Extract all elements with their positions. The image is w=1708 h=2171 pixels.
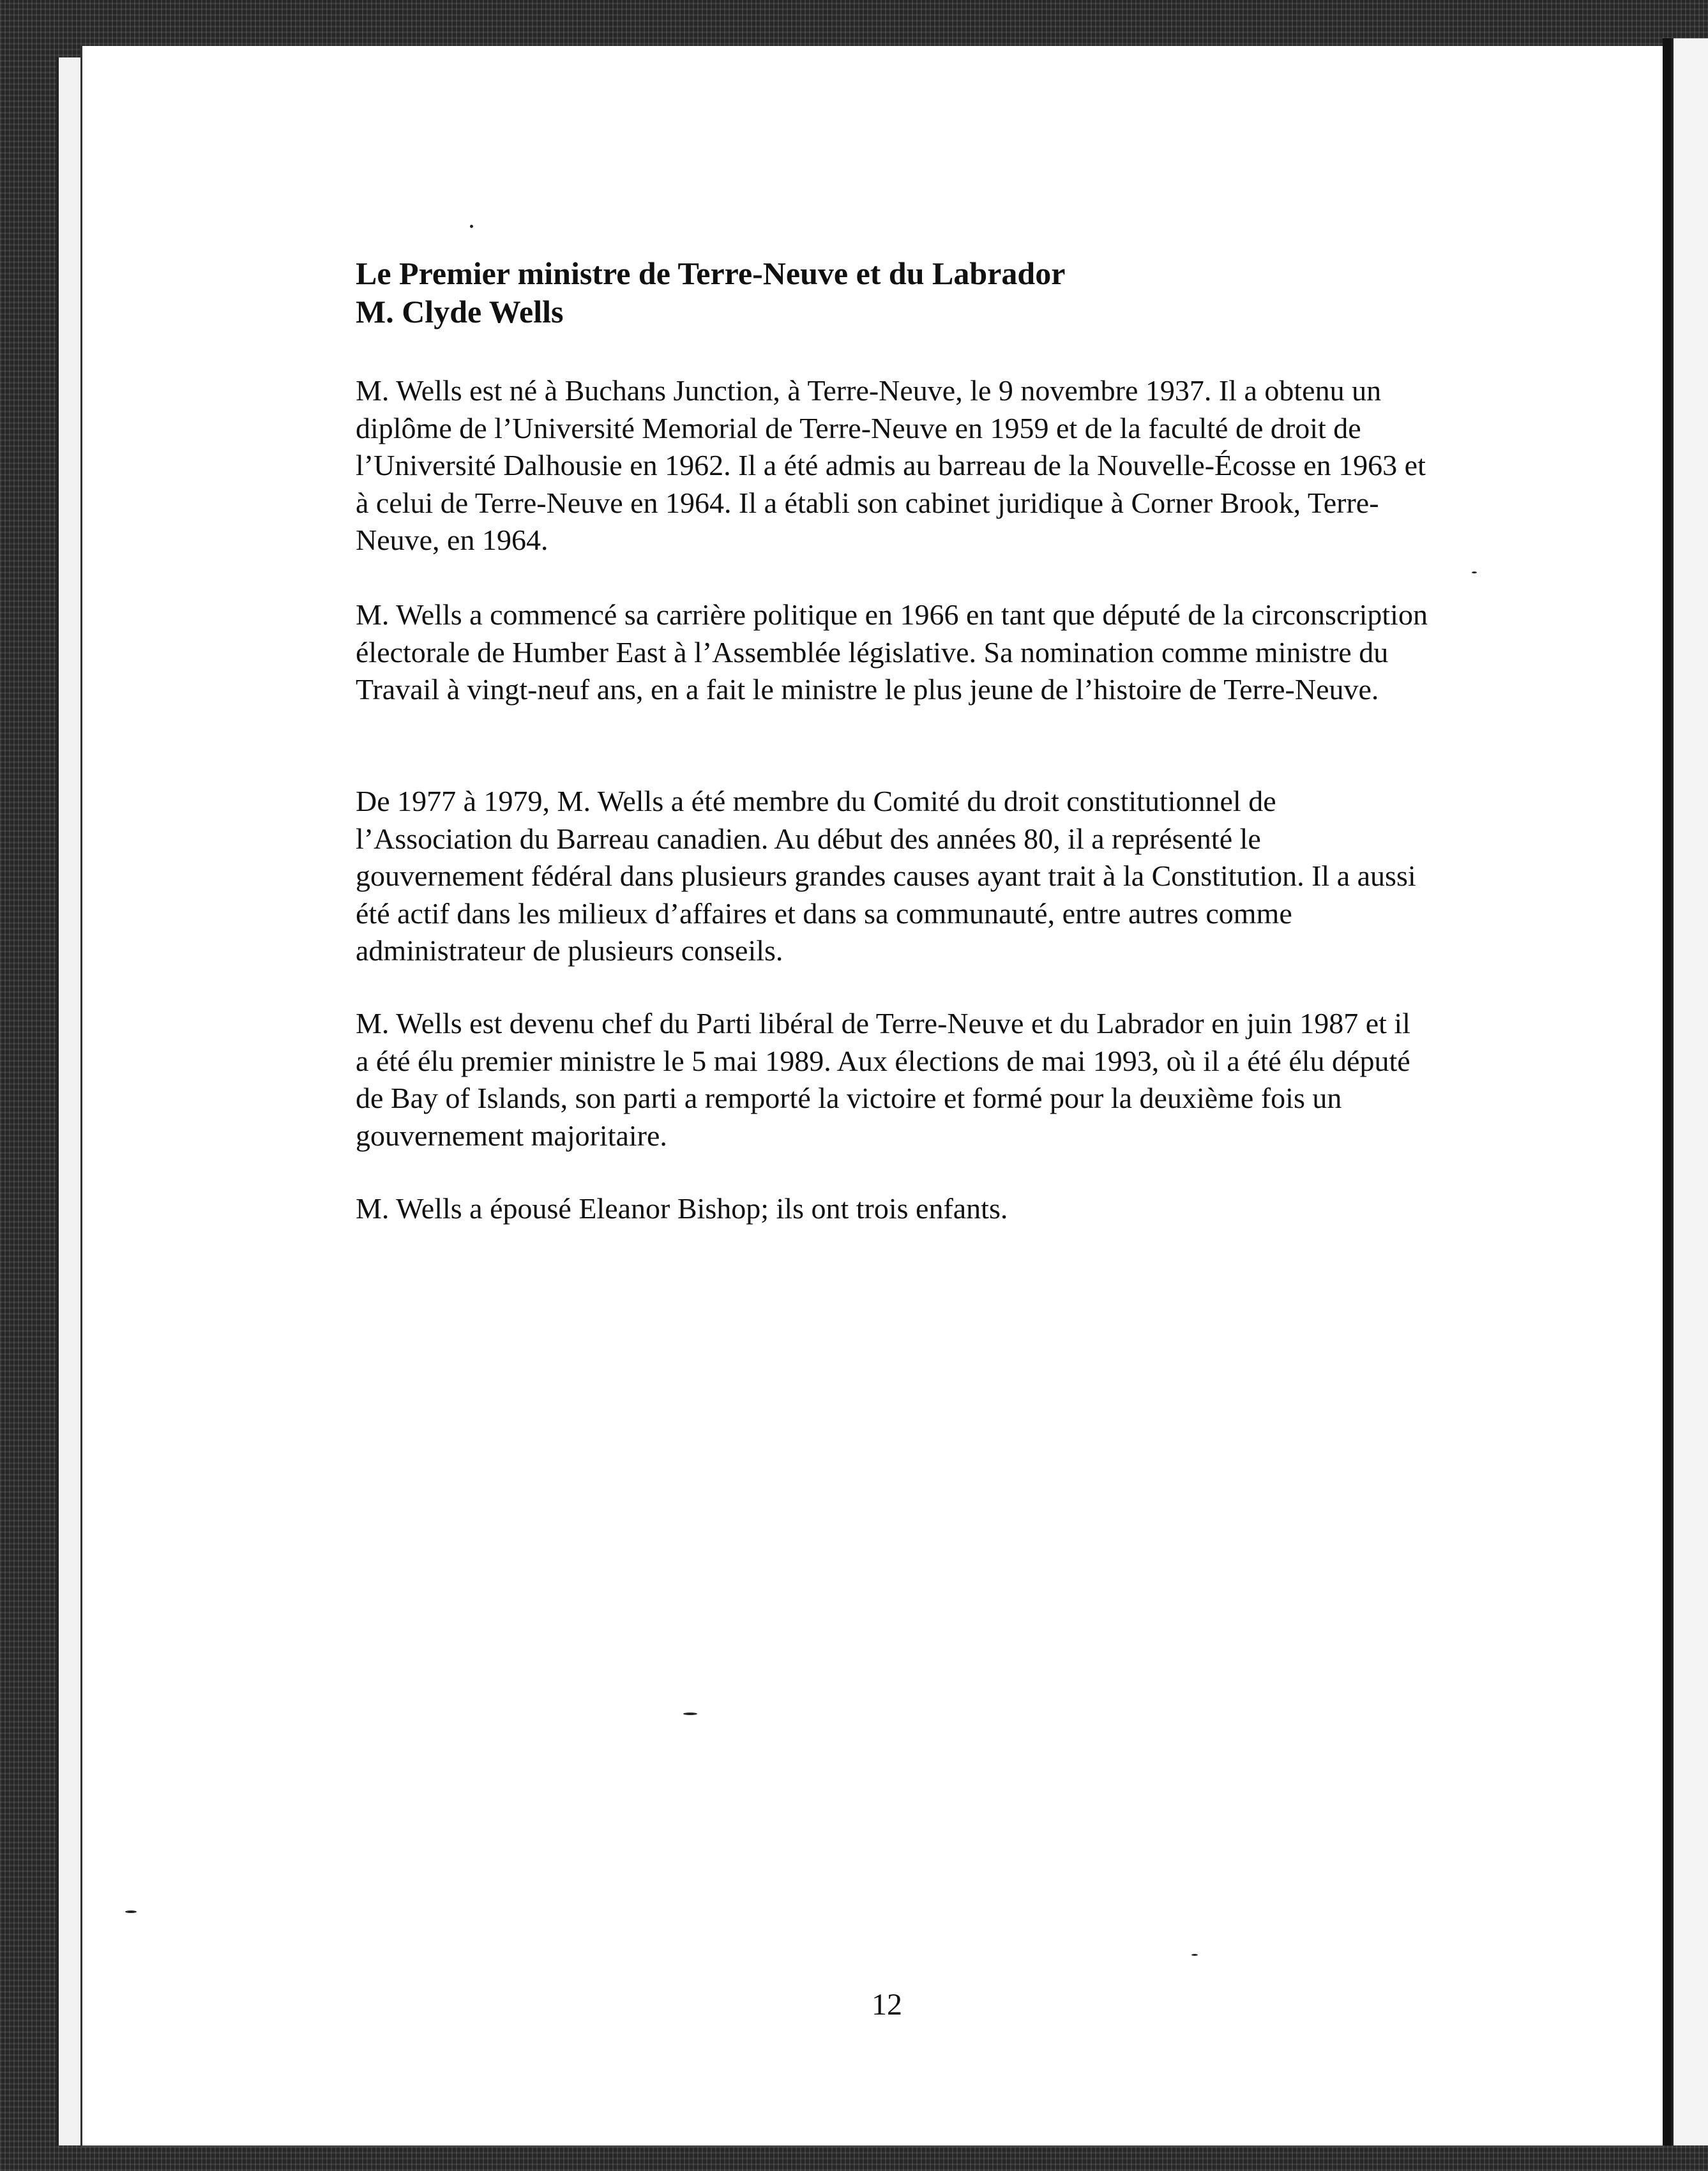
title-line-1: Le Premier ministre de Terre-Neuve et du Labrador	[356, 255, 1066, 291]
scan-speck	[1472, 571, 1477, 573]
scan-speck	[125, 1910, 137, 1913]
scan-speck	[470, 225, 473, 228]
document-title	[356, 254, 1428, 331]
scan-speck	[1191, 1954, 1198, 1956]
page-number: 12	[872, 1988, 902, 2022]
scan-speck	[683, 1713, 697, 1715]
paragraph-birth-education: M. Wells est né à Buchans Junction, à Terre-Neuve, le 9 novembre 1937. Il a obtenu un diplôme de l’Université Memorial de Terre-Neuve en 1959 et de la faculté de droit de l’Université Dalhousie en 1962. Il a été admis au barreau de la Nouvelle-Écosse en 1963 et à celui de Terre-Neuve en 1964. Il a établi son cabinet juridique à Corner Brook, Terre-Neuve, en 1964.	[356, 374, 1426, 556]
paragraph-political-career: M. Wells a commencé sa carrière politique en 1966 en tant que député de la circonscription électorale de Humber East à l’Assemblée législative. Sa nomination comme ministre du Travail à vingt-neuf ans, en a fait le ministre le plus jeune de l’histoire de Terre-Neuve.	[356, 598, 1428, 706]
paragraph-constitutional-law: De 1977 à 1979, M. Wells a été membre du Comité du droit constitutionnel de l’Association du Barreau canadien. Au début des années 80, il a représenté le gouvernement fédéral dans plusieurs grandes causes ayant trait à la Constitution. Il a aussi été actif dans les milieux d’affaires et dans sa communauté, entre autres comme administrateur de plusieurs conseils.	[356, 785, 1416, 967]
document-content	[356, 254, 1428, 1225]
page-binding-edge	[1663, 38, 1672, 2145]
paragraph-premier: M. Wells est devenu chef du Parti libéral de Terre-Neuve et du Labrador en juin 1987 et il a été élu premier ministre le 5 mai 1989. Aux élections de mai 1993, où il a été élu député de Bay of Islands, son parti a remporté la victoire et formé pour la deuxième fois un gouvernement majoritaire.	[356, 1007, 1410, 1152]
paragraph-family: M. Wells a épousé Eleanor Bishop; ils ont trois enfants.	[356, 1192, 1008, 1225]
facing-page-edge	[1672, 38, 1708, 2145]
title-line-2: M. Clyde Wells	[356, 294, 564, 329]
